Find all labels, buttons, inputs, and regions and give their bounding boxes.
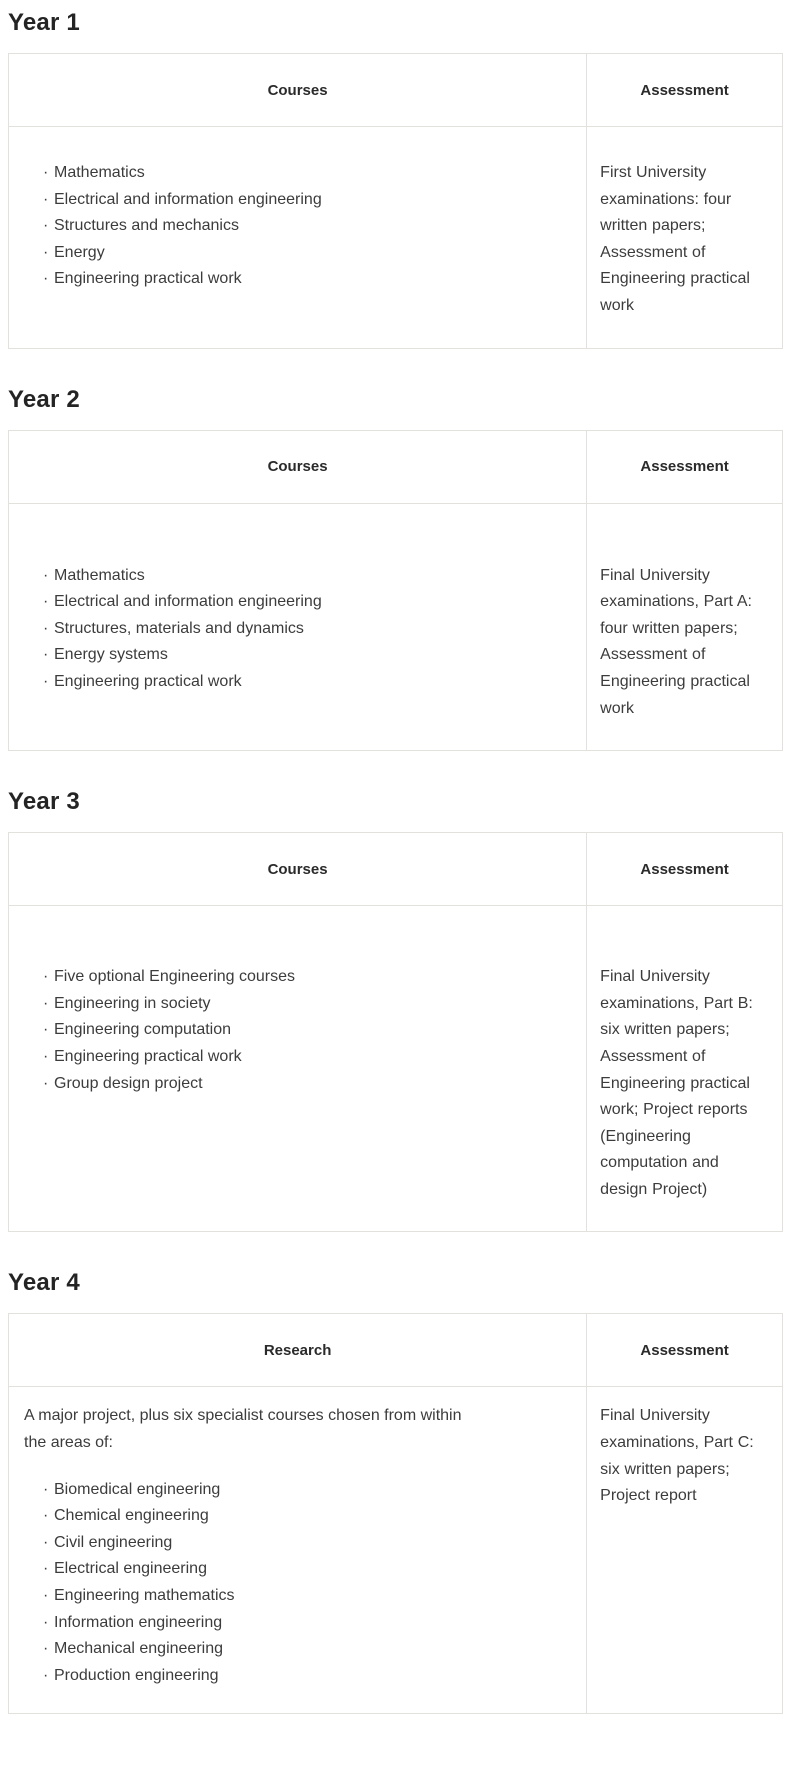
- course-item: · Mathematics: [54, 563, 571, 590]
- course-item: · Engineering practical work: [54, 1044, 571, 1071]
- intro-text: A major project, plus six specialist courses chosen from within the areas of:: [24, 1407, 462, 1452]
- course-table: [8, 430, 783, 752]
- table-header-row: [9, 54, 783, 127]
- course-item: · Engineering practical work: [54, 266, 571, 293]
- course-item: · Biomedical engineering: [54, 1477, 571, 1504]
- table-body-row: [9, 127, 783, 349]
- section-heading: Year 4: [8, 1269, 80, 1297]
- assessment-cell: [587, 906, 783, 1232]
- course-item: · Production engineering: [54, 1663, 571, 1690]
- table-header-row: [9, 430, 783, 503]
- assessment-header-cell: Assessment: [587, 430, 783, 503]
- assessment-cell: [587, 127, 783, 349]
- course-list: [24, 964, 571, 1097]
- course-list: [24, 563, 571, 696]
- research-header-cell: Research: [9, 1314, 587, 1387]
- course-item: · Energy systems: [54, 642, 571, 669]
- assessment-text: Final University examinations, Part B: six written papers; Assessment of Engineering practical work; Project reports (Engineering computation and design Project): [600, 968, 753, 1198]
- course-item: · Mechanical engineering: [54, 1636, 571, 1663]
- assessment-cell: [587, 1387, 783, 1714]
- section-year-4: [8, 1268, 783, 1714]
- assessment-cell: [587, 503, 783, 751]
- assessment-text: First University examinations: four written papers; Assessment of Engineering practical work: [600, 164, 750, 314]
- assessment-text: Final University examinations, Part C: six written papers; Project report: [600, 1407, 754, 1505]
- course-item: · Chemical engineering: [54, 1503, 571, 1530]
- course-item: · Engineering in society: [54, 991, 571, 1018]
- course-item: · Electrical and information engineering: [54, 187, 571, 214]
- courses-header-cell: Courses: [9, 833, 587, 906]
- section-year-3: [8, 787, 783, 1232]
- assessment-header-cell: Assessment: [587, 54, 783, 127]
- section-heading: Year 1: [8, 9, 80, 36]
- course-item: · Engineering mathematics: [54, 1583, 571, 1610]
- courses-cell: [9, 503, 587, 751]
- courses-cell: [9, 906, 587, 1232]
- table-body-row: [9, 906, 783, 1232]
- courses-header-cell: Courses: [9, 54, 587, 127]
- course-table: [8, 53, 783, 349]
- research-cell: [9, 1387, 587, 1714]
- course-item: · Energy: [54, 240, 571, 267]
- section-heading: Year 2: [8, 385, 80, 413]
- course-item: · Engineering practical work: [54, 669, 571, 696]
- table-body-row: [9, 503, 783, 751]
- course-item: · Group design project: [54, 1071, 571, 1098]
- section-heading: Year 3: [8, 788, 80, 816]
- section-year-2: [8, 385, 783, 752]
- assessment-header-cell: Assessment: [587, 1314, 783, 1387]
- course-table: [8, 1313, 783, 1714]
- course-list: [24, 1477, 571, 1690]
- course-item: · Engineering computation: [54, 1017, 571, 1044]
- course-item: · Five optional Engineering courses: [54, 964, 571, 991]
- course-list: [24, 160, 571, 293]
- assessment-header-cell: Assessment: [587, 833, 783, 906]
- course-table: [8, 832, 783, 1232]
- course-item: · Electrical and information engineering: [54, 589, 571, 616]
- course-item: · Structures and mechanics: [54, 213, 571, 240]
- table-body-row: [9, 1387, 783, 1714]
- course-item: · Mathematics: [54, 160, 571, 187]
- course-item: · Information engineering: [54, 1610, 571, 1637]
- assessment-text: Final University examinations, Part A: four written papers; Assessment of Engineering practical work: [600, 566, 752, 717]
- course-item: · Structures, materials and dynamics: [54, 616, 571, 643]
- course-item: · Electrical engineering: [54, 1556, 571, 1583]
- table-header-row: [9, 1314, 783, 1387]
- course-item: · Civil engineering: [54, 1530, 571, 1557]
- section-year-1: [8, 8, 783, 349]
- courses-cell: [9, 127, 587, 349]
- courses-header-cell: Courses: [9, 430, 587, 503]
- table-header-row: [9, 833, 783, 906]
